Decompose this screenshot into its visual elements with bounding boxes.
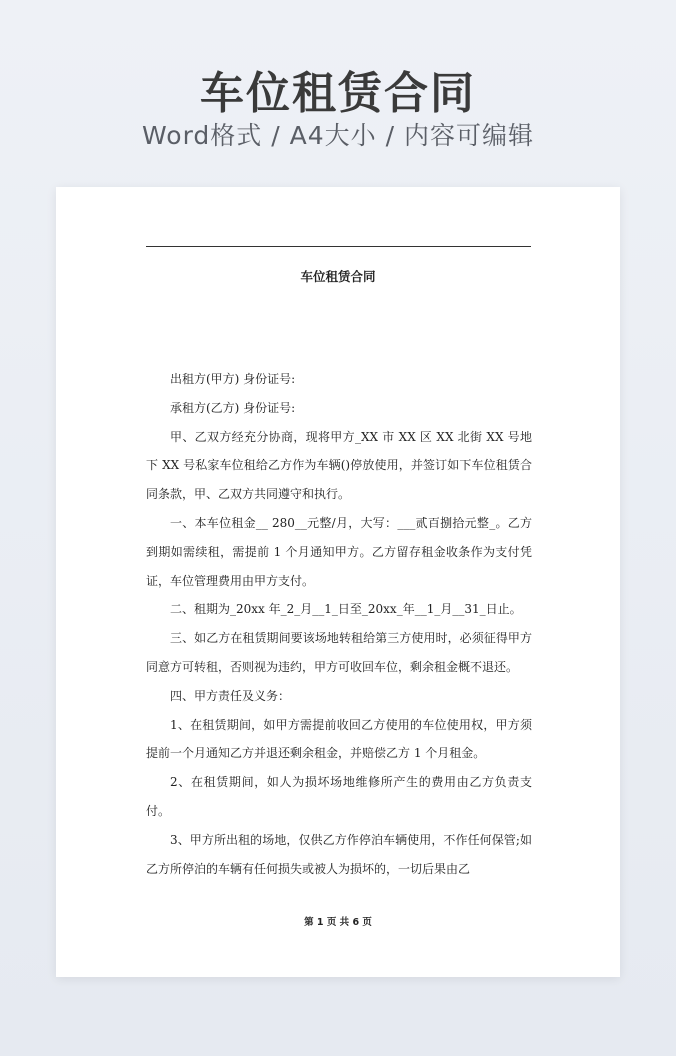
header-rule xyxy=(146,246,531,247)
document-title: 车位租赁合同 xyxy=(300,269,376,284)
document-body xyxy=(146,365,532,883)
paragraph-clause-2: 二、租期为_20xx 年_2_月__1_日至_20xx_年__1_月__31_日止。 xyxy=(170,602,522,617)
page-number-footer: 第 1 页 共 6 页 xyxy=(304,917,372,928)
paragraph-clause-1: 一、本车位租金__ 280__元整/月，大写：___贰百捌拾元整_。乙方到期如需续租，需提前 1 个月通知甲方。乙方留存租金收条作为支付凭证，车位管理费用由甲方支付。 xyxy=(146,515,532,588)
document-page xyxy=(56,187,620,977)
paragraph-intro: 甲、乙双方经充分协商，现将甲方_XX 市 XX 区 XX 北街 XX 号地下 XX 号私家车位租给乙方作为车辆()停放使用，并签订如下车位租赁合同条款，甲、乙双方共同遵守和执行。 xyxy=(146,429,532,502)
paragraph-lessee: 承租方(乙方) 身份证号: xyxy=(170,400,296,415)
paragraph-clause-4-heading: 四、甲方责任及义务： xyxy=(170,688,291,703)
paragraph-lessor: 出租方(甲方) 身份证号: xyxy=(170,372,296,386)
paragraph-clause-4-1: 1、在租赁期间，如甲方需提前收回乙方使用的车位使用权，甲方须提前一个月通知乙方并退还剩余租金，并赔偿乙方 1 个月租金。 xyxy=(146,717,532,761)
paragraph-clause-4-2: 2、在租赁期间，如人为损坏场地维修所产生的费用由乙方负责支付。 xyxy=(146,775,532,818)
paragraph-clause-4-3: 3、甲方所出租的场地，仅供乙方作停泊车辆使用，不作任何保管;如乙方所停泊的车辆有任何损失或被人为损坏的，一切后果由乙 xyxy=(146,832,532,876)
paragraph-clause-3: 三、如乙方在租赁期间要该场地转租给第三方使用时，必须征得甲方同意方可转租，否则视为违约，甲方可收回车位，剩余租金概不退还。 xyxy=(146,631,532,674)
banner-subtitle: Word格式 / A4大小 / 内容可编辑 xyxy=(142,121,534,150)
banner-title: 车位租赁合同 xyxy=(200,68,476,119)
